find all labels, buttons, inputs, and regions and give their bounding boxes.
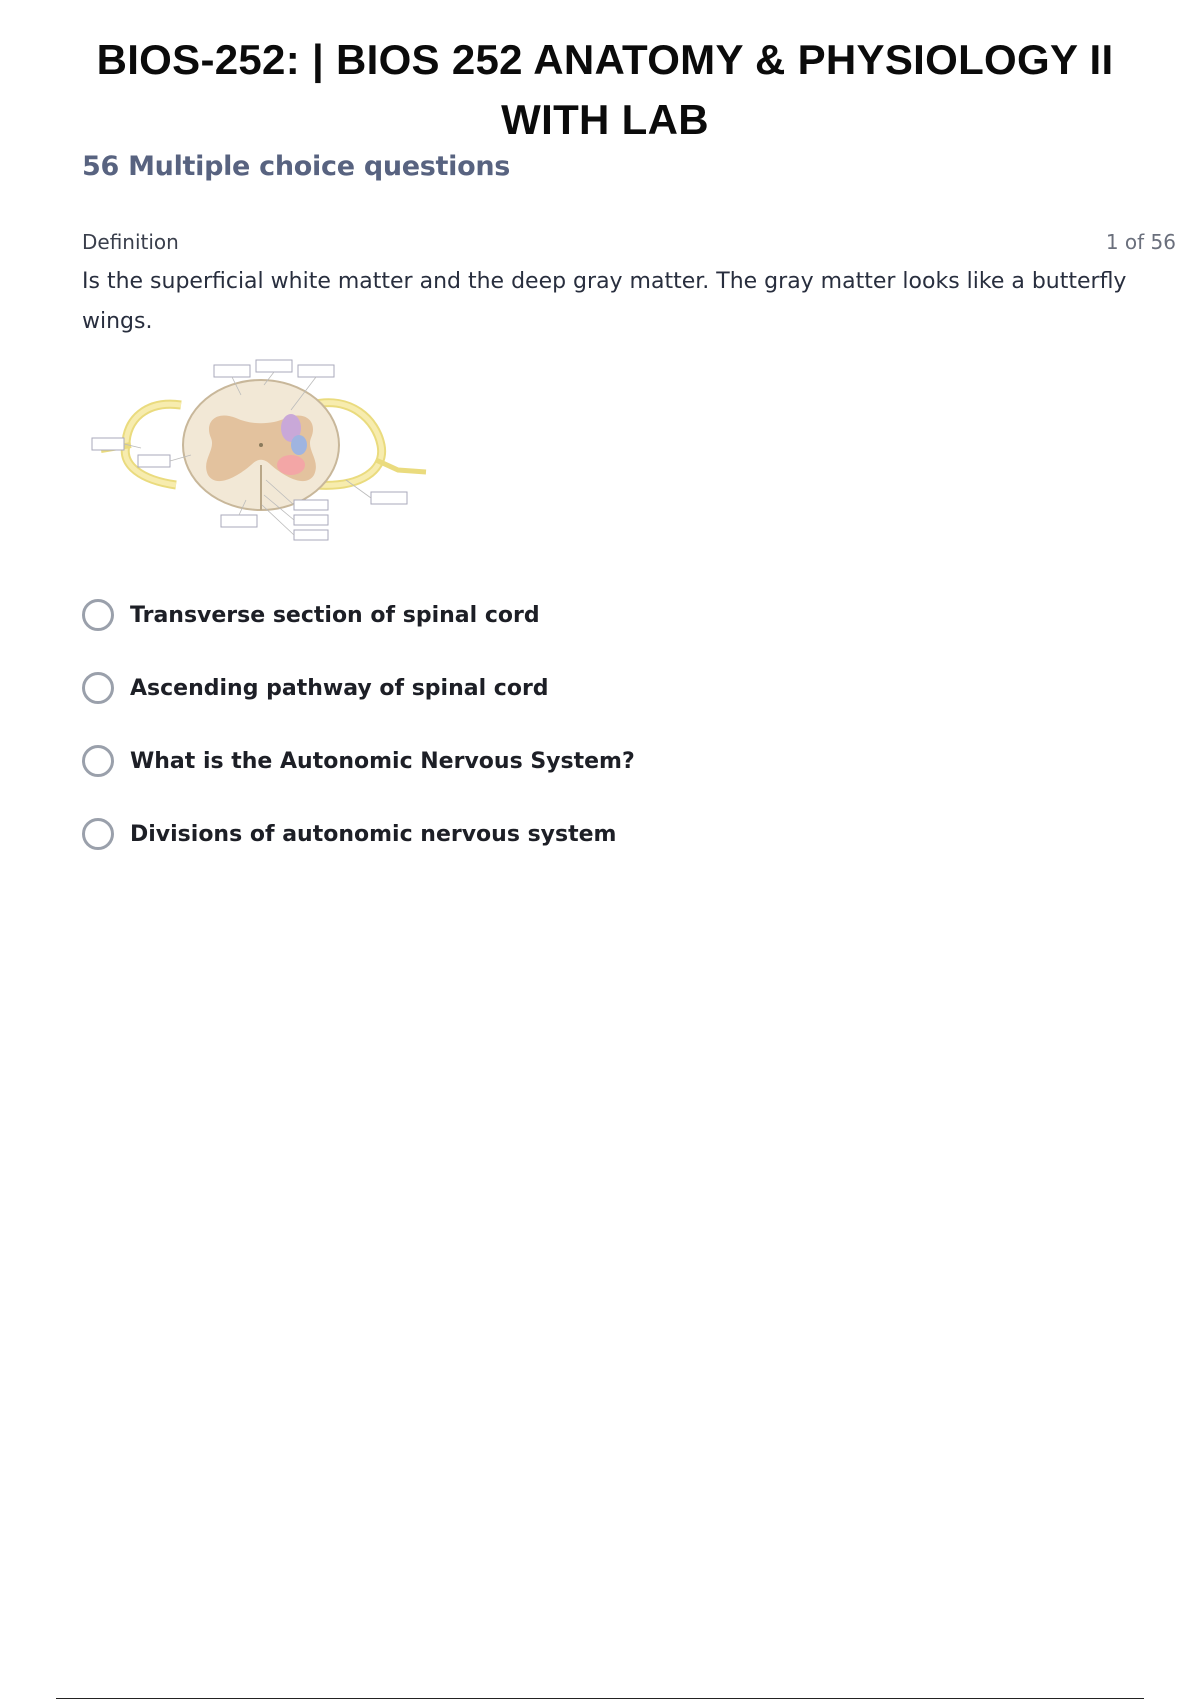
radio-button[interactable] <box>82 818 114 850</box>
definition-text: Is the superficial white matter and the deep gray matter. The gray matter looks like a butterfly wings. <box>82 269 1127 334</box>
radio-button[interactable] <box>82 672 114 704</box>
answer-options <box>82 596 1082 888</box>
bottom-divider <box>56 1698 1144 1699</box>
answer-option[interactable] <box>82 669 1082 707</box>
option-label: Divisions of autonomic nervous system <box>130 821 617 847</box>
radio-button[interactable] <box>82 599 114 631</box>
spinal-cord-figure <box>86 350 436 560</box>
answer-option[interactable] <box>82 742 1082 780</box>
option-label: Transverse section of spinal cord <box>130 602 540 628</box>
option-label: What is the Autonomic Nervous System? <box>130 748 635 774</box>
quiz-heading: 56 Multiple choice questions <box>82 151 511 182</box>
card-type-label: Definition <box>82 230 179 254</box>
spinal-cord-illustration-icon <box>86 350 436 560</box>
radio-button[interactable] <box>82 745 114 777</box>
option-label: Ascending pathway of spinal cord <box>130 675 549 701</box>
card-counter: 1 of 56 <box>1105 230 1176 254</box>
page-title: BIOS-252: | BIOS 252 ANATOMY & PHYSIOLOGY II WITH LAB <box>96 36 1114 143</box>
answer-option[interactable] <box>82 596 1082 634</box>
answer-option[interactable] <box>82 815 1082 853</box>
